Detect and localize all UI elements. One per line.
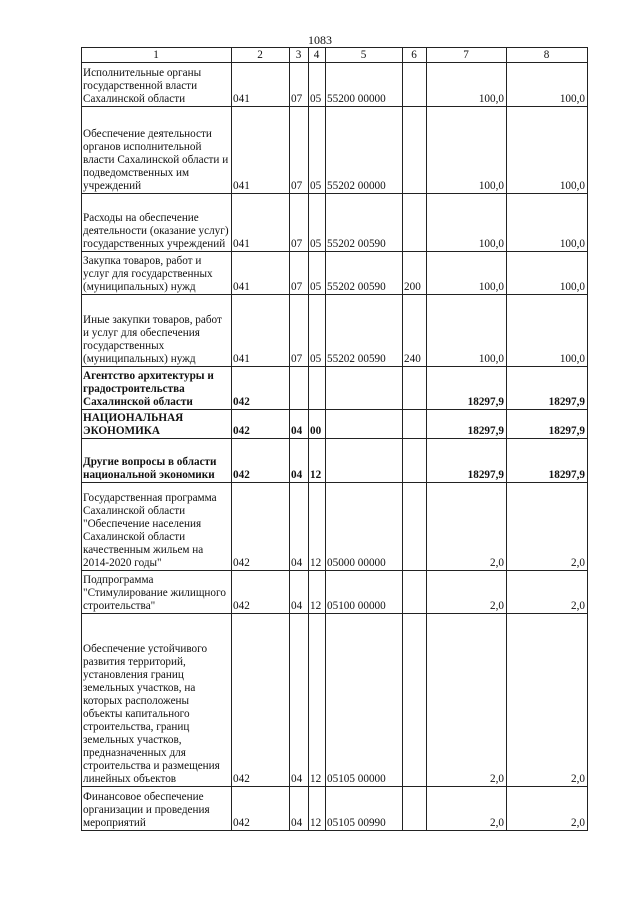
row-amount-1-cell: 100,0 (427, 63, 507, 107)
row-amount-2-cell: 2,0 (507, 787, 588, 831)
row-name-cell: Обеспечение деятельности органов исполнительной власти Сахалинской области и подведомственных им учреждений (82, 107, 232, 194)
row-expense-type-cell (403, 63, 427, 107)
row-name-cell: Иные закупки товаров, работ и услуг для обеспечения государственных (муниципальных) нужд (82, 295, 232, 367)
table-body (82, 63, 588, 831)
table-row (82, 194, 588, 252)
table-row (82, 614, 588, 787)
row-target-article-cell (326, 410, 403, 439)
row-name-cell: Другие вопросы в области национальной экономики (82, 439, 232, 483)
row-subsection-cell: 00 (309, 410, 326, 439)
row-expense-type-cell: 200 (403, 252, 427, 295)
row-amount-2-cell: 100,0 (507, 107, 588, 194)
row-expense-type-cell (403, 571, 427, 614)
row-subsection-cell: 05 (309, 107, 326, 194)
table-row (82, 252, 588, 295)
column-header: 6 (403, 48, 427, 63)
row-subsection-cell: 12 (309, 439, 326, 483)
row-subsection-cell: 12 (309, 571, 326, 614)
row-name-cell: Расходы на обеспечение деятельности (оказание услуг) государственных учреждений (82, 194, 232, 252)
row-name-cell: Обеспечение устойчивого развития территорий, установления границ земельных участков, на которых расположены объекты капитального строительства, границ земельных участков, предназначенных для строительства и размещения линейных объектов (82, 614, 232, 787)
row-admin-code-cell: 041 (232, 295, 290, 367)
row-section-cell: 04 (290, 787, 309, 831)
row-target-article-cell: 05000 00000 (326, 483, 403, 571)
table-row (82, 410, 588, 439)
row-admin-code-cell: 042 (232, 483, 290, 571)
row-target-article-cell: 05105 00990 (326, 787, 403, 831)
row-admin-code-cell: 042 (232, 367, 290, 410)
row-admin-code-cell: 041 (232, 252, 290, 295)
row-amount-1-cell: 2,0 (427, 614, 507, 787)
row-subsection-cell: 12 (309, 787, 326, 831)
page-number: 1083 (308, 33, 332, 47)
row-section-cell: 04 (290, 614, 309, 787)
column-header: 5 (326, 48, 403, 63)
row-amount-1-cell: 2,0 (427, 571, 507, 614)
row-amount-2-cell: 2,0 (507, 483, 588, 571)
row-amount-2-cell: 18297,9 (507, 439, 588, 483)
row-amount-2-cell: 100,0 (507, 194, 588, 252)
row-expense-type-cell (403, 787, 427, 831)
table-row (82, 107, 588, 194)
row-amount-1-cell: 100,0 (427, 295, 507, 367)
column-header: 4 (309, 48, 326, 63)
row-target-article-cell: 55202 00590 (326, 252, 403, 295)
row-expense-type-cell (403, 614, 427, 787)
row-expense-type-cell (403, 439, 427, 483)
row-amount-2-cell: 18297,9 (507, 367, 588, 410)
row-section-cell: 04 (290, 483, 309, 571)
row-section-cell: 04 (290, 439, 309, 483)
row-target-article-cell: 55202 00590 (326, 194, 403, 252)
table-row (82, 63, 588, 107)
row-name-cell: Исполнительные органы государственной власти Сахалинской области (82, 63, 232, 107)
row-section-cell (290, 367, 309, 410)
row-subsection-cell: 05 (309, 252, 326, 295)
row-amount-2-cell: 100,0 (507, 252, 588, 295)
row-subsection-cell: 12 (309, 483, 326, 571)
row-admin-code-cell: 041 (232, 107, 290, 194)
row-target-article-cell: 05100 00000 (326, 571, 403, 614)
row-section-cell: 07 (290, 295, 309, 367)
row-subsection-cell: 05 (309, 194, 326, 252)
row-expense-type-cell (403, 483, 427, 571)
table-row (82, 439, 588, 483)
row-name-cell: Государственная программа Сахалинской области "Обеспечение населения Сахалинской области качественным жильем на 2014-2020 годы" (82, 483, 232, 571)
table-row (82, 787, 588, 831)
column-header: 1 (82, 48, 232, 63)
row-admin-code-cell: 042 (232, 439, 290, 483)
row-subsection-cell: 05 (309, 63, 326, 107)
row-name-cell: Агентство архитектуры и градостроительства Сахалинской области (82, 367, 232, 410)
row-name-cell: Финансовое обеспечение организации и проведения мероприятий (82, 787, 232, 831)
row-admin-code-cell: 041 (232, 194, 290, 252)
row-admin-code-cell: 041 (232, 63, 290, 107)
row-target-article-cell (326, 367, 403, 410)
row-target-article-cell (326, 439, 403, 483)
row-amount-1-cell: 2,0 (427, 787, 507, 831)
row-admin-code-cell: 042 (232, 614, 290, 787)
row-expense-type-cell: 240 (403, 295, 427, 367)
table-row (82, 367, 588, 410)
row-admin-code-cell: 042 (232, 787, 290, 831)
row-subsection-cell (309, 367, 326, 410)
row-amount-1-cell: 2,0 (427, 483, 507, 571)
row-amount-1-cell: 100,0 (427, 194, 507, 252)
row-subsection-cell: 12 (309, 614, 326, 787)
row-section-cell: 04 (290, 571, 309, 614)
row-amount-2-cell: 100,0 (507, 63, 588, 107)
row-amount-1-cell: 18297,9 (427, 410, 507, 439)
row-amount-2-cell: 2,0 (507, 614, 588, 787)
row-amount-1-cell: 18297,9 (427, 367, 507, 410)
row-expense-type-cell (403, 367, 427, 410)
row-expense-type-cell (403, 107, 427, 194)
row-name-cell: Подпрограмма "Стимулирование жилищного строительства" (82, 571, 232, 614)
row-subsection-cell: 05 (309, 295, 326, 367)
row-section-cell: 07 (290, 194, 309, 252)
row-amount-2-cell: 2,0 (507, 571, 588, 614)
row-amount-1-cell: 100,0 (427, 252, 507, 295)
table-row (82, 483, 588, 571)
row-target-article-cell: 55202 00590 (326, 295, 403, 367)
row-target-article-cell: 55200 00000 (326, 63, 403, 107)
budget-table (81, 47, 588, 831)
row-name-cell: Закупка товаров, работ и услуг для государственных (муниципальных) нужд (82, 252, 232, 295)
row-expense-type-cell (403, 410, 427, 439)
row-section-cell: 07 (290, 63, 309, 107)
column-header: 7 (427, 48, 507, 63)
row-section-cell: 07 (290, 252, 309, 295)
column-header: 2 (232, 48, 290, 63)
row-expense-type-cell (403, 194, 427, 252)
row-section-cell: 04 (290, 410, 309, 439)
header-row (82, 48, 588, 63)
row-admin-code-cell: 042 (232, 571, 290, 614)
table-row (82, 571, 588, 614)
table-row (82, 295, 588, 367)
row-section-cell: 07 (290, 107, 309, 194)
column-header: 8 (507, 48, 588, 63)
row-amount-1-cell: 100,0 (427, 107, 507, 194)
row-amount-2-cell: 18297,9 (507, 410, 588, 439)
row-amount-1-cell: 18297,9 (427, 439, 507, 483)
row-amount-2-cell: 100,0 (507, 295, 588, 367)
row-target-article-cell: 05105 00000 (326, 614, 403, 787)
row-target-article-cell: 55202 00000 (326, 107, 403, 194)
row-name-cell: НАЦИОНАЛЬНАЯ ЭКОНОМИКА (82, 410, 232, 439)
column-header: 3 (290, 48, 309, 63)
row-admin-code-cell: 042 (232, 410, 290, 439)
